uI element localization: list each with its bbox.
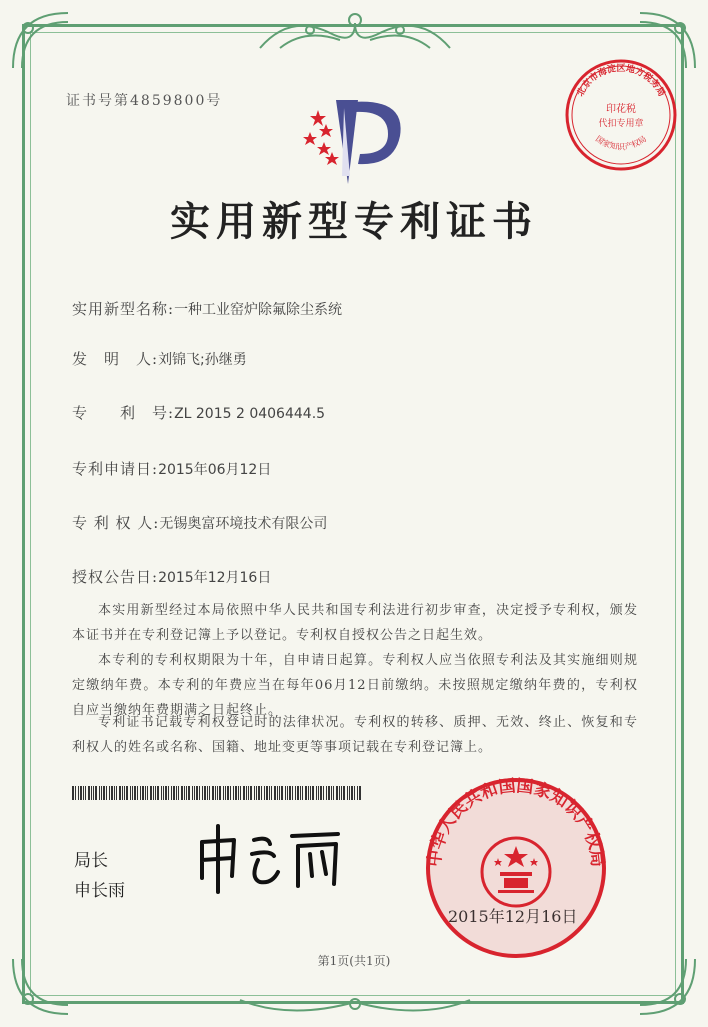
field-label: 实用新型名称: [72, 300, 175, 318]
field-filing-date [72, 458, 271, 479]
field-value: 无锡奥富环境技术有限公司 [159, 516, 328, 532]
field-value: 2015年12月16日 [158, 570, 272, 586]
field-value: 刘锦飞;孙继勇 [158, 352, 247, 368]
svg-text:北京市海淀区地方税务局 [574, 62, 667, 98]
field-value: ZL 2015 2 0406444.5 [174, 406, 326, 422]
field-label: 授权公告日: [72, 568, 159, 586]
top-ornament-icon [250, 8, 460, 58]
certificate-title: 实用新型专利证书 [170, 198, 538, 245]
body-paragraph: 本专利的专利权期限为十年，自申请日起算。专利权人应当依照专利法及其实施细则规定缴纳年费。本专利的年费应当在每年06月12日前缴纳。未按照规定缴纳年费的，专利权自应当缴纳年费期满之日起终止。 [72, 653, 638, 718]
field-label: 发 明 人: [72, 350, 159, 368]
field-value: 2015年06月12日 [158, 462, 272, 478]
bottom-ornament-icon [230, 990, 480, 1020]
patent-office-logo-icon [296, 88, 414, 188]
body-paragraph: 专利证书记载专利权登记时的法律状况。专利权的转移、质押、无效、终止、恢复和专利权人的姓名或名称、国籍、地址变更等事项记载在专利登记簿上。 [72, 715, 638, 755]
seal-ring-text: 中华人民共和国国家知识产权局 [424, 776, 608, 868]
stamp-tax-seal-icon [562, 56, 680, 174]
field-inventor [72, 348, 247, 369]
field-label: 专利申请日: [72, 460, 159, 478]
director-name: 申长雨 [74, 881, 125, 901]
barcode-icon [72, 786, 364, 800]
handwritten-signature-icon [188, 820, 368, 896]
corner-ornament-icon [8, 8, 78, 78]
director-title: 局长 [74, 851, 108, 871]
seal-center-line1: 印花税 [606, 104, 636, 115]
page-indicator: 第1页(共1页) [317, 954, 391, 968]
field-grant-date [72, 566, 271, 587]
certificate-number: 证书号第4859800号 [66, 93, 223, 109]
body-paragraph: 本实用新型经过本局依照中华人民共和国专利法进行初步审查，决定授予专利权，颁发本证书并在专利登记簿上予以登记。专利权自授权公告之日起生效。 [72, 603, 638, 643]
seal-ring-text: 北京市海淀区地方税务局 [575, 63, 667, 99]
field-label: 专 利 权 人: [72, 514, 160, 532]
seal-center-line2: 代扣专用章 [598, 119, 644, 129]
field-utility-model-name [72, 298, 342, 319]
field-label: 专 利 号: [72, 404, 175, 422]
seal-bottom-text: 国家知识产权局 [593, 134, 649, 152]
field-patentee [72, 512, 327, 533]
svg-text:国家知识产权局 [594, 134, 648, 151]
seal-date: 2015年12月16日 [448, 907, 578, 926]
patent-office-seal-icon [420, 772, 612, 964]
field-value: 一种工业窑炉除氟除尘系统 [174, 302, 343, 318]
field-patent-number [72, 402, 325, 423]
